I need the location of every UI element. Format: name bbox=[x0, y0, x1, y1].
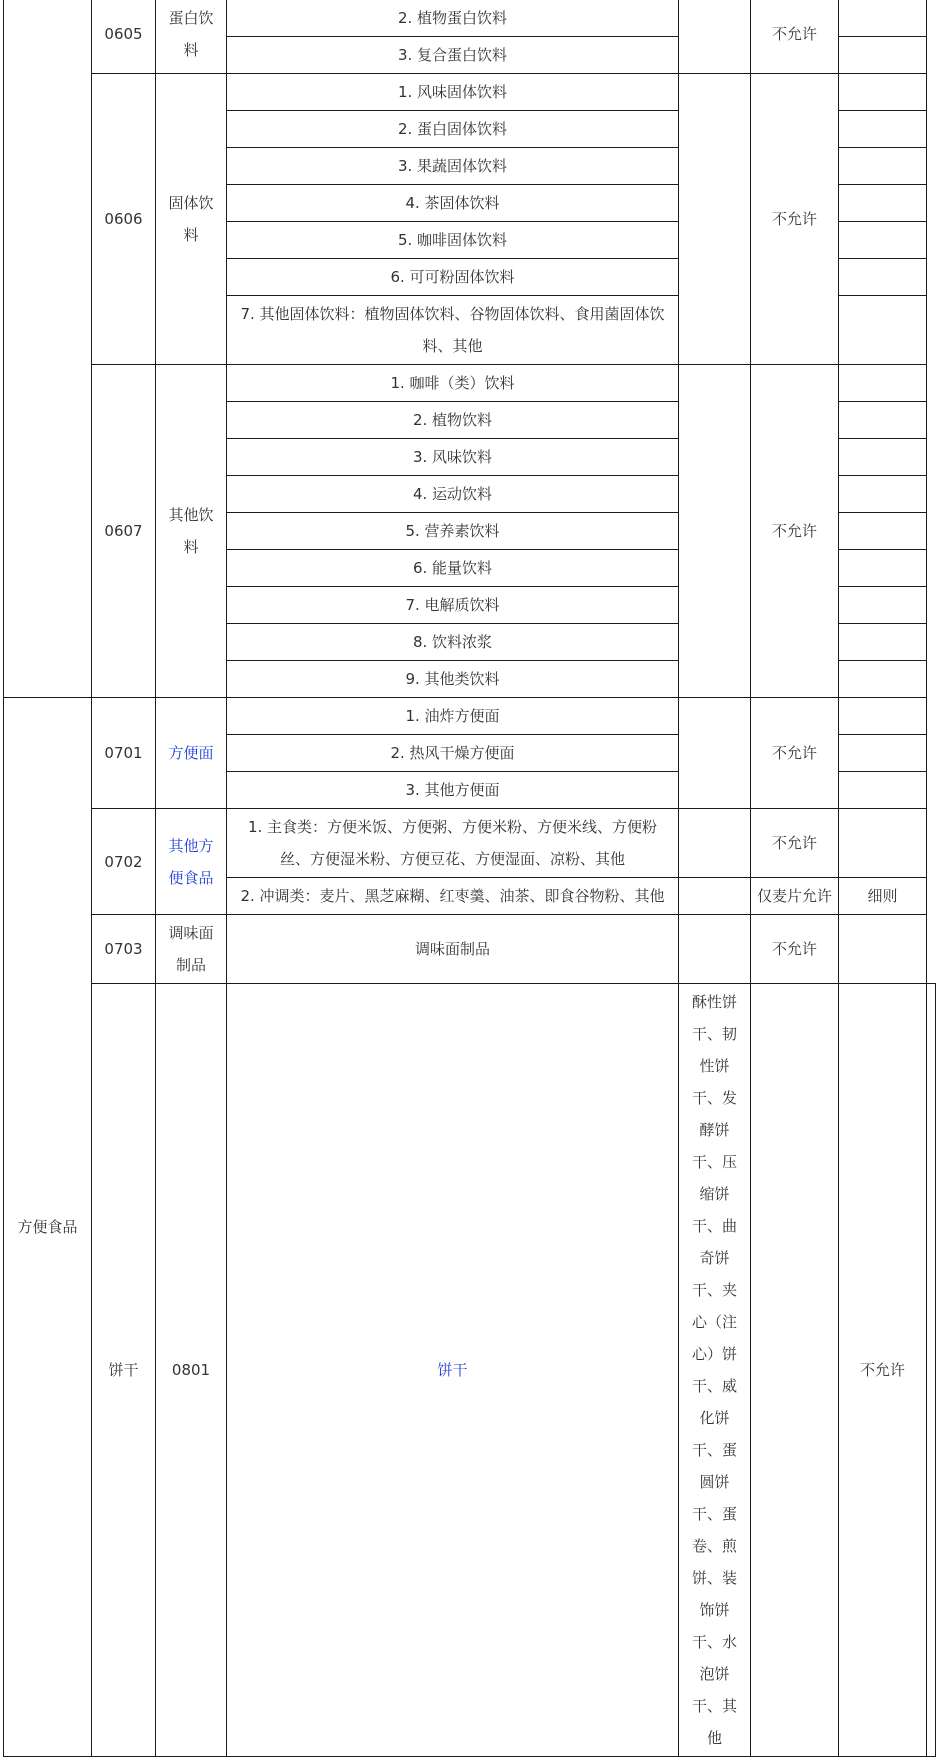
note-cell bbox=[839, 915, 927, 984]
detail-cell: 7. 电解质饮料 bbox=[227, 587, 679, 624]
detail-cell: 1. 风味固体饮料 bbox=[227, 74, 679, 111]
allow-cell: 不允许 bbox=[751, 365, 839, 698]
subcategory-cell: 调味面制品 bbox=[156, 915, 227, 984]
note-cell bbox=[839, 37, 927, 74]
detail-cell: 7. 其他固体饮料：植物固体饮料、谷物固体饮料、食用菌固体饮料、其他 bbox=[227, 296, 679, 365]
allow-cell: 不允许 bbox=[751, 809, 839, 878]
detail-cell: 8. 饮料浓浆 bbox=[227, 624, 679, 661]
code-cell: 0605 bbox=[92, 0, 156, 74]
table-row bbox=[4, 698, 936, 735]
note-cell bbox=[839, 259, 927, 296]
note-cell bbox=[927, 984, 936, 1757]
note-cell bbox=[839, 624, 927, 661]
note-cell bbox=[839, 550, 927, 587]
detail-cell: 酥性饼干、韧性饼干、发酵饼干、压缩饼干、曲奇饼干、夹心（注心）饼干、威化饼干、蛋圆饼干、蛋卷、煎饼、装饰饼干、水泡饼干、其他 bbox=[679, 984, 751, 1757]
detail-cell: 1. 油炸方便面 bbox=[227, 698, 679, 735]
detail-cell: 2. 植物蛋白饮料 bbox=[227, 0, 679, 37]
detail-cell: 2. 植物饮料 bbox=[227, 402, 679, 439]
code-cell: 0606 bbox=[92, 74, 156, 365]
table-row bbox=[4, 915, 936, 984]
allow-cell: 不允许 bbox=[751, 0, 839, 74]
code-cell: 0703 bbox=[92, 915, 156, 984]
table-row bbox=[4, 984, 936, 1757]
code-cell: 0607 bbox=[92, 365, 156, 698]
note-cell bbox=[839, 476, 927, 513]
allow-cell: 不允许 bbox=[751, 698, 839, 809]
empty-cell bbox=[679, 74, 751, 365]
subcategory-cell: 蛋白饮料 bbox=[156, 0, 227, 74]
note-cell bbox=[839, 402, 927, 439]
note-cell bbox=[839, 587, 927, 624]
note-cell bbox=[839, 296, 927, 365]
note-cell bbox=[839, 661, 927, 698]
note-cell bbox=[839, 222, 927, 259]
note-cell bbox=[839, 74, 927, 111]
note-cell bbox=[839, 185, 927, 222]
note-cell bbox=[839, 365, 927, 402]
detail-cell: 5. 营养素饮料 bbox=[227, 513, 679, 550]
empty-cell bbox=[679, 698, 751, 809]
subcategory-link[interactable]: 其他方便食品 bbox=[156, 809, 227, 915]
note-cell bbox=[839, 439, 927, 476]
category-cell: 方便食品 bbox=[4, 698, 92, 1757]
detail-cell: 6. 可可粉固体饮料 bbox=[227, 259, 679, 296]
detail-cell: 1. 咖啡（类）饮料 bbox=[227, 365, 679, 402]
detail-cell: 2. 冲调类：麦片、黑芝麻糊、红枣羹、油茶、即食谷物粉、其他 bbox=[227, 878, 679, 915]
detail-cell: 4. 运动饮料 bbox=[227, 476, 679, 513]
subcategory-cell: 固体饮料 bbox=[156, 74, 227, 365]
category-cell: 饼干 bbox=[92, 984, 156, 1757]
allow-cell: 仅麦片允许 bbox=[751, 878, 839, 915]
note-cell bbox=[839, 735, 927, 772]
detail-cell: 3. 其他方便面 bbox=[227, 772, 679, 809]
empty-cell bbox=[679, 0, 751, 74]
empty-cell bbox=[679, 365, 751, 698]
detail-cell: 9. 其他类饮料 bbox=[227, 661, 679, 698]
note-cell: 细则 bbox=[839, 878, 927, 915]
table-row bbox=[4, 365, 936, 402]
note-cell bbox=[839, 0, 927, 37]
note-cell bbox=[839, 809, 927, 878]
subcategory-link[interactable]: 方便面 bbox=[156, 698, 227, 809]
detail-cell: 4. 茶固体饮料 bbox=[227, 185, 679, 222]
detail-cell: 3. 果蔬固体饮料 bbox=[227, 148, 679, 185]
allow-cell: 不允许 bbox=[839, 984, 927, 1757]
detail-cell: 3. 复合蛋白饮料 bbox=[227, 37, 679, 74]
category-cell-beverage bbox=[4, 0, 92, 698]
code-cell: 0701 bbox=[92, 698, 156, 809]
detail-cell: 1. 主食类：方便米饭、方便粥、方便米粉、方便米线、方便粉丝、方便湿米粉、方便豆花、方便湿面、凉粉、其他 bbox=[227, 809, 679, 878]
table-row bbox=[4, 809, 936, 878]
food-category-table bbox=[3, 0, 936, 1757]
detail-cell: 调味面制品 bbox=[227, 915, 679, 984]
note-cell bbox=[839, 698, 927, 735]
detail-cell: 5. 咖啡固体饮料 bbox=[227, 222, 679, 259]
detail-cell: 2. 热风干燥方便面 bbox=[227, 735, 679, 772]
allow-cell: 不允许 bbox=[751, 915, 839, 984]
subcategory-cell: 其他饮料 bbox=[156, 365, 227, 698]
note-cell bbox=[839, 513, 927, 550]
note-cell bbox=[839, 772, 927, 809]
allow-cell: 不允许 bbox=[751, 74, 839, 365]
table-row bbox=[4, 74, 936, 111]
code-cell: 0702 bbox=[92, 809, 156, 915]
detail-cell: 6. 能量饮料 bbox=[227, 550, 679, 587]
detail-cell: 3. 风味饮料 bbox=[227, 439, 679, 476]
note-cell bbox=[839, 148, 927, 185]
code-cell: 0801 bbox=[156, 984, 227, 1757]
note-cell bbox=[839, 111, 927, 148]
detail-cell: 2. 蛋白固体饮料 bbox=[227, 111, 679, 148]
empty-cell bbox=[679, 915, 751, 984]
empty-cell bbox=[679, 809, 751, 878]
subcategory-link[interactable]: 饼干 bbox=[227, 984, 679, 1757]
empty-cell bbox=[679, 878, 751, 915]
empty-cell bbox=[751, 984, 839, 1757]
